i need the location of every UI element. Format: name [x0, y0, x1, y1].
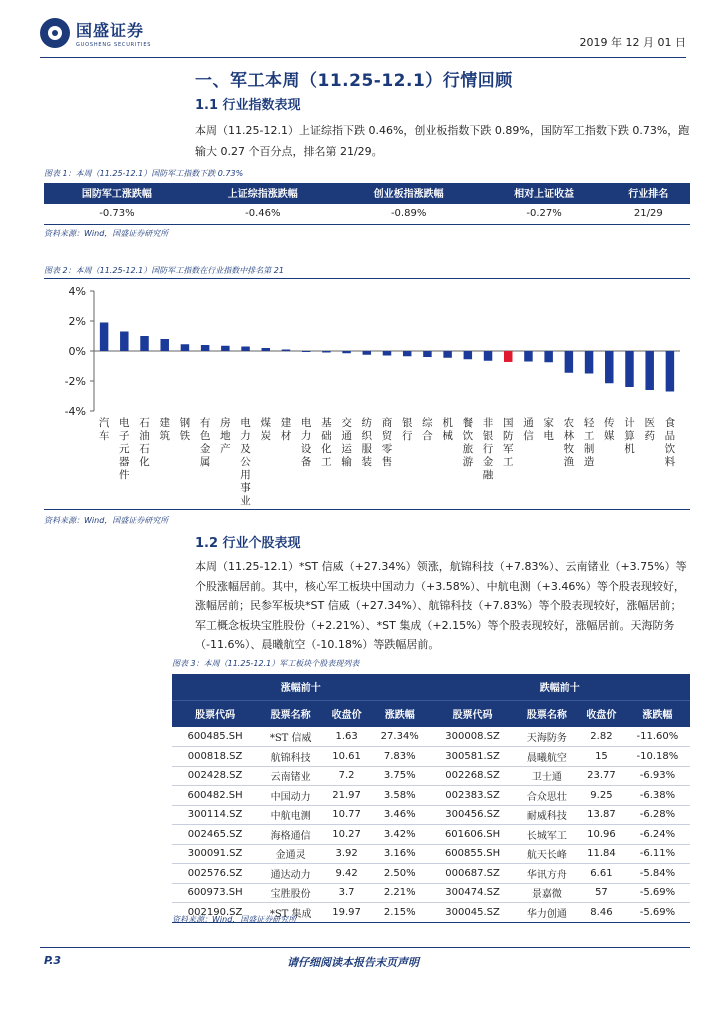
x-category-label: 餐饮旅游: [462, 417, 474, 468]
chart-bottom-divider: [44, 509, 690, 510]
x-category-label: 食品饮料: [664, 417, 676, 468]
index-performance-table: [44, 183, 690, 225]
group-header-down: 跌幅前十: [429, 674, 690, 700]
table3-cell: 6.61: [578, 864, 625, 884]
table3-cell: 金通灵: [258, 844, 323, 864]
x-category-label: 房地产: [220, 417, 231, 455]
bar: [160, 339, 168, 351]
table3-cell: 2.82: [578, 727, 625, 747]
table3-cell: 长城军工: [516, 825, 578, 845]
x-category-label: 电子元器件: [119, 417, 130, 481]
bar: [403, 351, 411, 356]
table3-cell: 600482.SH: [172, 786, 258, 806]
x-category-label: 钢铁: [179, 417, 191, 442]
table1-cell: -0.89%: [336, 203, 482, 224]
bar: [544, 351, 552, 362]
table1-source: 资料来源：Wind，国盛证券研究所: [44, 229, 169, 238]
x-category-label: 家电: [543, 417, 554, 442]
y-tick-label: -2%: [64, 375, 86, 388]
x-category-label: 建筑: [159, 417, 170, 442]
table3-cell: -6.11%: [625, 844, 690, 864]
table-row: [172, 786, 690, 806]
table3-cell: 23.77: [578, 766, 625, 786]
bar: [565, 351, 573, 373]
bar-highlight: [504, 351, 512, 362]
table3-cell: 3.58%: [370, 786, 429, 806]
footer-disclaimer: 请仔细阅读本报告末页声明: [287, 956, 419, 969]
table1-cell: -0.46%: [190, 203, 336, 224]
table3-cell: 1.63: [323, 727, 370, 747]
bar: [484, 351, 492, 361]
x-category-label: 汽车: [98, 417, 110, 442]
x-category-label: 建材: [280, 417, 292, 442]
table3-cell: 002190.SZ: [172, 903, 258, 923]
table3-header: 涨跌幅: [370, 700, 429, 727]
bar: [625, 351, 633, 387]
table3-cell: 300045.SZ: [429, 903, 515, 923]
chart-top-divider: [44, 278, 690, 279]
table3-header: 股票名称: [516, 700, 578, 727]
table3-cell: 耐威科技: [516, 805, 578, 825]
table3-cell: -6.24%: [625, 825, 690, 845]
table3-cell: 云南锗业: [258, 766, 323, 786]
table3-cell: 9.25: [578, 786, 625, 806]
table3-cell: 3.42%: [370, 825, 429, 845]
x-category-label: 交通运输: [341, 417, 352, 468]
bar: [282, 350, 290, 352]
table1-header: 行业排名: [607, 183, 690, 203]
bar: [140, 336, 148, 351]
subsection-title-stocks: 1.2 行业个股表现: [195, 536, 301, 551]
x-category-label: 医药: [644, 417, 655, 442]
x-category-label: 国防军工: [502, 417, 514, 468]
table3-cell: -5.69%: [625, 883, 690, 903]
x-category-label: 电力及公用事业: [240, 417, 251, 507]
table3-cell: 15: [578, 747, 625, 767]
bar: [342, 351, 350, 353]
table3-cell: 600485.SH: [172, 727, 258, 747]
table3-cell: 3.16%: [370, 844, 429, 864]
table-row: [172, 825, 690, 845]
table-row: [172, 864, 690, 884]
table3-cell: 27.34%: [370, 727, 429, 747]
table3-header: 涨跌幅: [625, 700, 690, 727]
x-category-label: 基础化工: [321, 417, 332, 468]
table3-cell: -6.28%: [625, 805, 690, 825]
table3-cell: -10.18%: [625, 747, 690, 767]
table3-cell: -5.69%: [625, 903, 690, 923]
bar: [524, 351, 532, 362]
table3-cell: 300456.SZ: [429, 805, 515, 825]
bar: [221, 346, 229, 351]
logo-mark-icon: [40, 18, 70, 48]
x-category-label: 机械: [442, 417, 453, 442]
table3-cell: 300091.SZ: [172, 844, 258, 864]
table3-cell: 10.96: [578, 825, 625, 845]
table3-cell: 中国动力: [258, 786, 323, 806]
table3-cell: 2.50%: [370, 864, 429, 884]
table3-cell: 通达动力: [258, 864, 323, 884]
table3-cell: 13.87: [578, 805, 625, 825]
table3-cell: 晨曦航空: [516, 747, 578, 767]
table-row: [172, 766, 690, 786]
table3-cell: 9.42: [323, 864, 370, 884]
table3-cell: 海格通信: [258, 825, 323, 845]
bar: [302, 351, 310, 352]
y-tick-label: 0%: [68, 345, 86, 358]
table3-cell: -5.84%: [625, 864, 690, 884]
table3-cell: 57: [578, 883, 625, 903]
bar: [464, 351, 472, 359]
table3-cell: 000818.SZ: [172, 747, 258, 767]
table3-caption: 图表 3：本周（11.25-12.1）军工板块个股表现列表: [172, 659, 360, 668]
table3-cell: 3.92: [323, 844, 370, 864]
table3-header: 收盘价: [323, 700, 370, 727]
table3-cell: 10.61: [323, 747, 370, 767]
bar: [666, 351, 674, 392]
table3-header: 股票名称: [258, 700, 323, 727]
table3-header: 股票代码: [429, 700, 515, 727]
page-number: P.3: [44, 954, 62, 967]
x-category-label: 轻工制造: [583, 417, 595, 468]
table3-cell: 002268.SZ: [429, 766, 515, 786]
table3-cell: 002383.SZ: [429, 786, 515, 806]
table3-header: 股票代码: [172, 700, 258, 727]
table1-caption: 图表 1：本周（11.25-12.1）国防军工指数下跌 0.73%: [44, 169, 244, 178]
table3-cell: -6.38%: [625, 786, 690, 806]
subsection-title-index: 1.1 行业指数表现: [195, 98, 301, 113]
table3-header: 收盘价: [578, 700, 625, 727]
bar: [241, 347, 249, 352]
chart2-caption: 图表 2：本周（11.25-12.1）国防军工指数在行业指数中排名第 21: [44, 266, 284, 275]
x-category-label: 农林牧渔: [563, 417, 575, 468]
x-category-label: 计算机: [624, 417, 635, 455]
table3-cell: *ST 集成: [258, 903, 323, 923]
table3-cell: 300114.SZ: [172, 805, 258, 825]
x-category-label: 综合: [422, 417, 433, 442]
x-category-label: 通信: [523, 417, 534, 442]
bar: [645, 351, 653, 390]
bar: [585, 351, 593, 374]
table1-cell: -0.27%: [482, 203, 607, 224]
table3-cell: 19.97: [323, 903, 370, 923]
bar: [201, 345, 209, 351]
bar-chart-svg: [44, 281, 690, 507]
table3-cell: 华讯方舟: [516, 864, 578, 884]
table3-cell: 300581.SZ: [429, 747, 515, 767]
table-row: [44, 203, 690, 224]
table3-cell: -11.60%: [625, 727, 690, 747]
x-category-label: 电力设备: [300, 417, 312, 468]
table3-cell: 3.46%: [370, 805, 429, 825]
y-tick-label: 2%: [68, 315, 86, 328]
table3-cell: 2.15%: [370, 903, 429, 923]
stocks-paragraph: 本周（11.25-12.1）*ST 信威（+27.34%）领涨，航锦科技（+7.83%）、云南锗业（+3.75%）等个股涨幅居前。其中，核心军工板块中国动力（+3.58%）、中航电测（+3.46%）等个股表现较好，涨幅居前；民参军板块*ST 信威（+27.34%）、航锦科技（+7.83%）等个股表现较好，涨幅居前；军工概念板块宝胜股份（+2.21%）、*ST 集成（+2.15%）等个股表现较好，涨幅居前。天海防务（-11.6%）、晨曦航空（-10.18%）等跌幅居前。: [195, 560, 687, 651]
bar: [423, 351, 431, 357]
table3-cell: 航锦科技: [258, 747, 323, 767]
index-paragraph: 本周（11.25-12.1）上证综指下跌 0.46%，创业板指数下跌 0.89%，国防军工指数下跌 0.73%，跑输大 0.27 个百分点，排名第 21/29。: [195, 124, 690, 158]
table3-cell: 中航电测: [258, 805, 323, 825]
table3-cell: 8.46: [578, 903, 625, 923]
table3-cell: 600855.SH: [429, 844, 515, 864]
table3-cell: 002465.SZ: [172, 825, 258, 845]
table3-cell: 300008.SZ: [429, 727, 515, 747]
table1-cell: 21/29: [607, 203, 690, 224]
table3-cell: -6.93%: [625, 766, 690, 786]
table3-cell: *ST 信威: [258, 727, 323, 747]
report-date: 2019 年 12 月 01 日: [579, 36, 686, 49]
chart2-source: 资料来源：Wind，国盛证券研究所: [44, 516, 169, 525]
table3-cell: 3.7: [323, 883, 370, 903]
x-category-label: 煤炭: [260, 417, 272, 442]
table1-header: 相对上证收益: [482, 183, 607, 203]
table1-header: 创业板指涨跌幅: [336, 183, 482, 203]
table3-cell: 601606.SH: [429, 825, 515, 845]
table3-cell: 景嘉微: [516, 883, 578, 903]
table3-cell: 600973.SH: [172, 883, 258, 903]
table3-cell: 11.84: [578, 844, 625, 864]
table-row: [172, 844, 690, 864]
table-row: [172, 805, 690, 825]
x-category-label: 有色金属: [199, 417, 211, 468]
bar: [322, 351, 330, 353]
footer-divider: [40, 947, 690, 948]
bar: [262, 348, 270, 351]
bar: [100, 323, 108, 352]
table3-cell: 002428.SZ: [172, 766, 258, 786]
table1-header: 国防军工涨跌幅: [44, 183, 190, 203]
logo-chinese-name: 国盛证券: [76, 21, 145, 40]
table1-header: 上证综指涨跌幅: [190, 183, 336, 203]
logo-english-name: GUOSHENG SECURITIES: [76, 42, 152, 48]
table3-cell: 宝胜股份: [258, 883, 323, 903]
table3-cell: 10.27: [323, 825, 370, 845]
y-tick-label: 4%: [68, 285, 86, 298]
table-row: [172, 727, 690, 747]
table1-cell: -0.73%: [44, 203, 190, 224]
bar: [605, 351, 613, 383]
page-header: [40, 18, 686, 58]
group-header-up: 涨幅前十: [172, 674, 429, 700]
bar: [363, 351, 371, 355]
table-row: [172, 747, 690, 767]
table3-cell: 300474.SZ: [429, 883, 515, 903]
table3-cell: 002576.SZ: [172, 864, 258, 884]
table3-cell: 天海防务: [516, 727, 578, 747]
industry-index-chart: [44, 281, 690, 507]
bar: [443, 351, 451, 358]
table3-cell: 卫士通: [516, 766, 578, 786]
table3-cell: 2.21%: [370, 883, 429, 903]
table3-cell: 10.77: [323, 805, 370, 825]
x-category-label: 商贸零售: [381, 417, 393, 468]
bar: [181, 344, 189, 351]
table3-cell: 21.97: [323, 786, 370, 806]
x-category-label: 传媒: [604, 417, 615, 442]
table-row: [172, 883, 690, 903]
table3-cell: 合众思壮: [516, 786, 578, 806]
table3-cell: 华力创通: [516, 903, 578, 923]
bar: [383, 351, 391, 356]
company-logo: [40, 18, 151, 48]
table3-cell: 航天长峰: [516, 844, 578, 864]
x-category-label: 石油石化: [139, 417, 150, 468]
x-category-label: 银行: [401, 417, 413, 442]
bar: [120, 332, 128, 352]
table3-cell: 000687.SZ: [429, 864, 515, 884]
stock-performance-table: [172, 674, 690, 923]
y-tick-label: -4%: [64, 405, 86, 418]
table3-cell: 7.83%: [370, 747, 429, 767]
x-category-label: 纺织服装: [361, 417, 373, 468]
table3-source: 资料来源：Wind，国盛证券研究所: [172, 915, 297, 924]
table3-cell: 3.75%: [370, 766, 429, 786]
table3-cell: 7.2: [323, 766, 370, 786]
section-title: 一、军工本周（11.25-12.1）行情回顾: [195, 71, 513, 91]
x-category-label: 非银行金融: [482, 417, 494, 481]
